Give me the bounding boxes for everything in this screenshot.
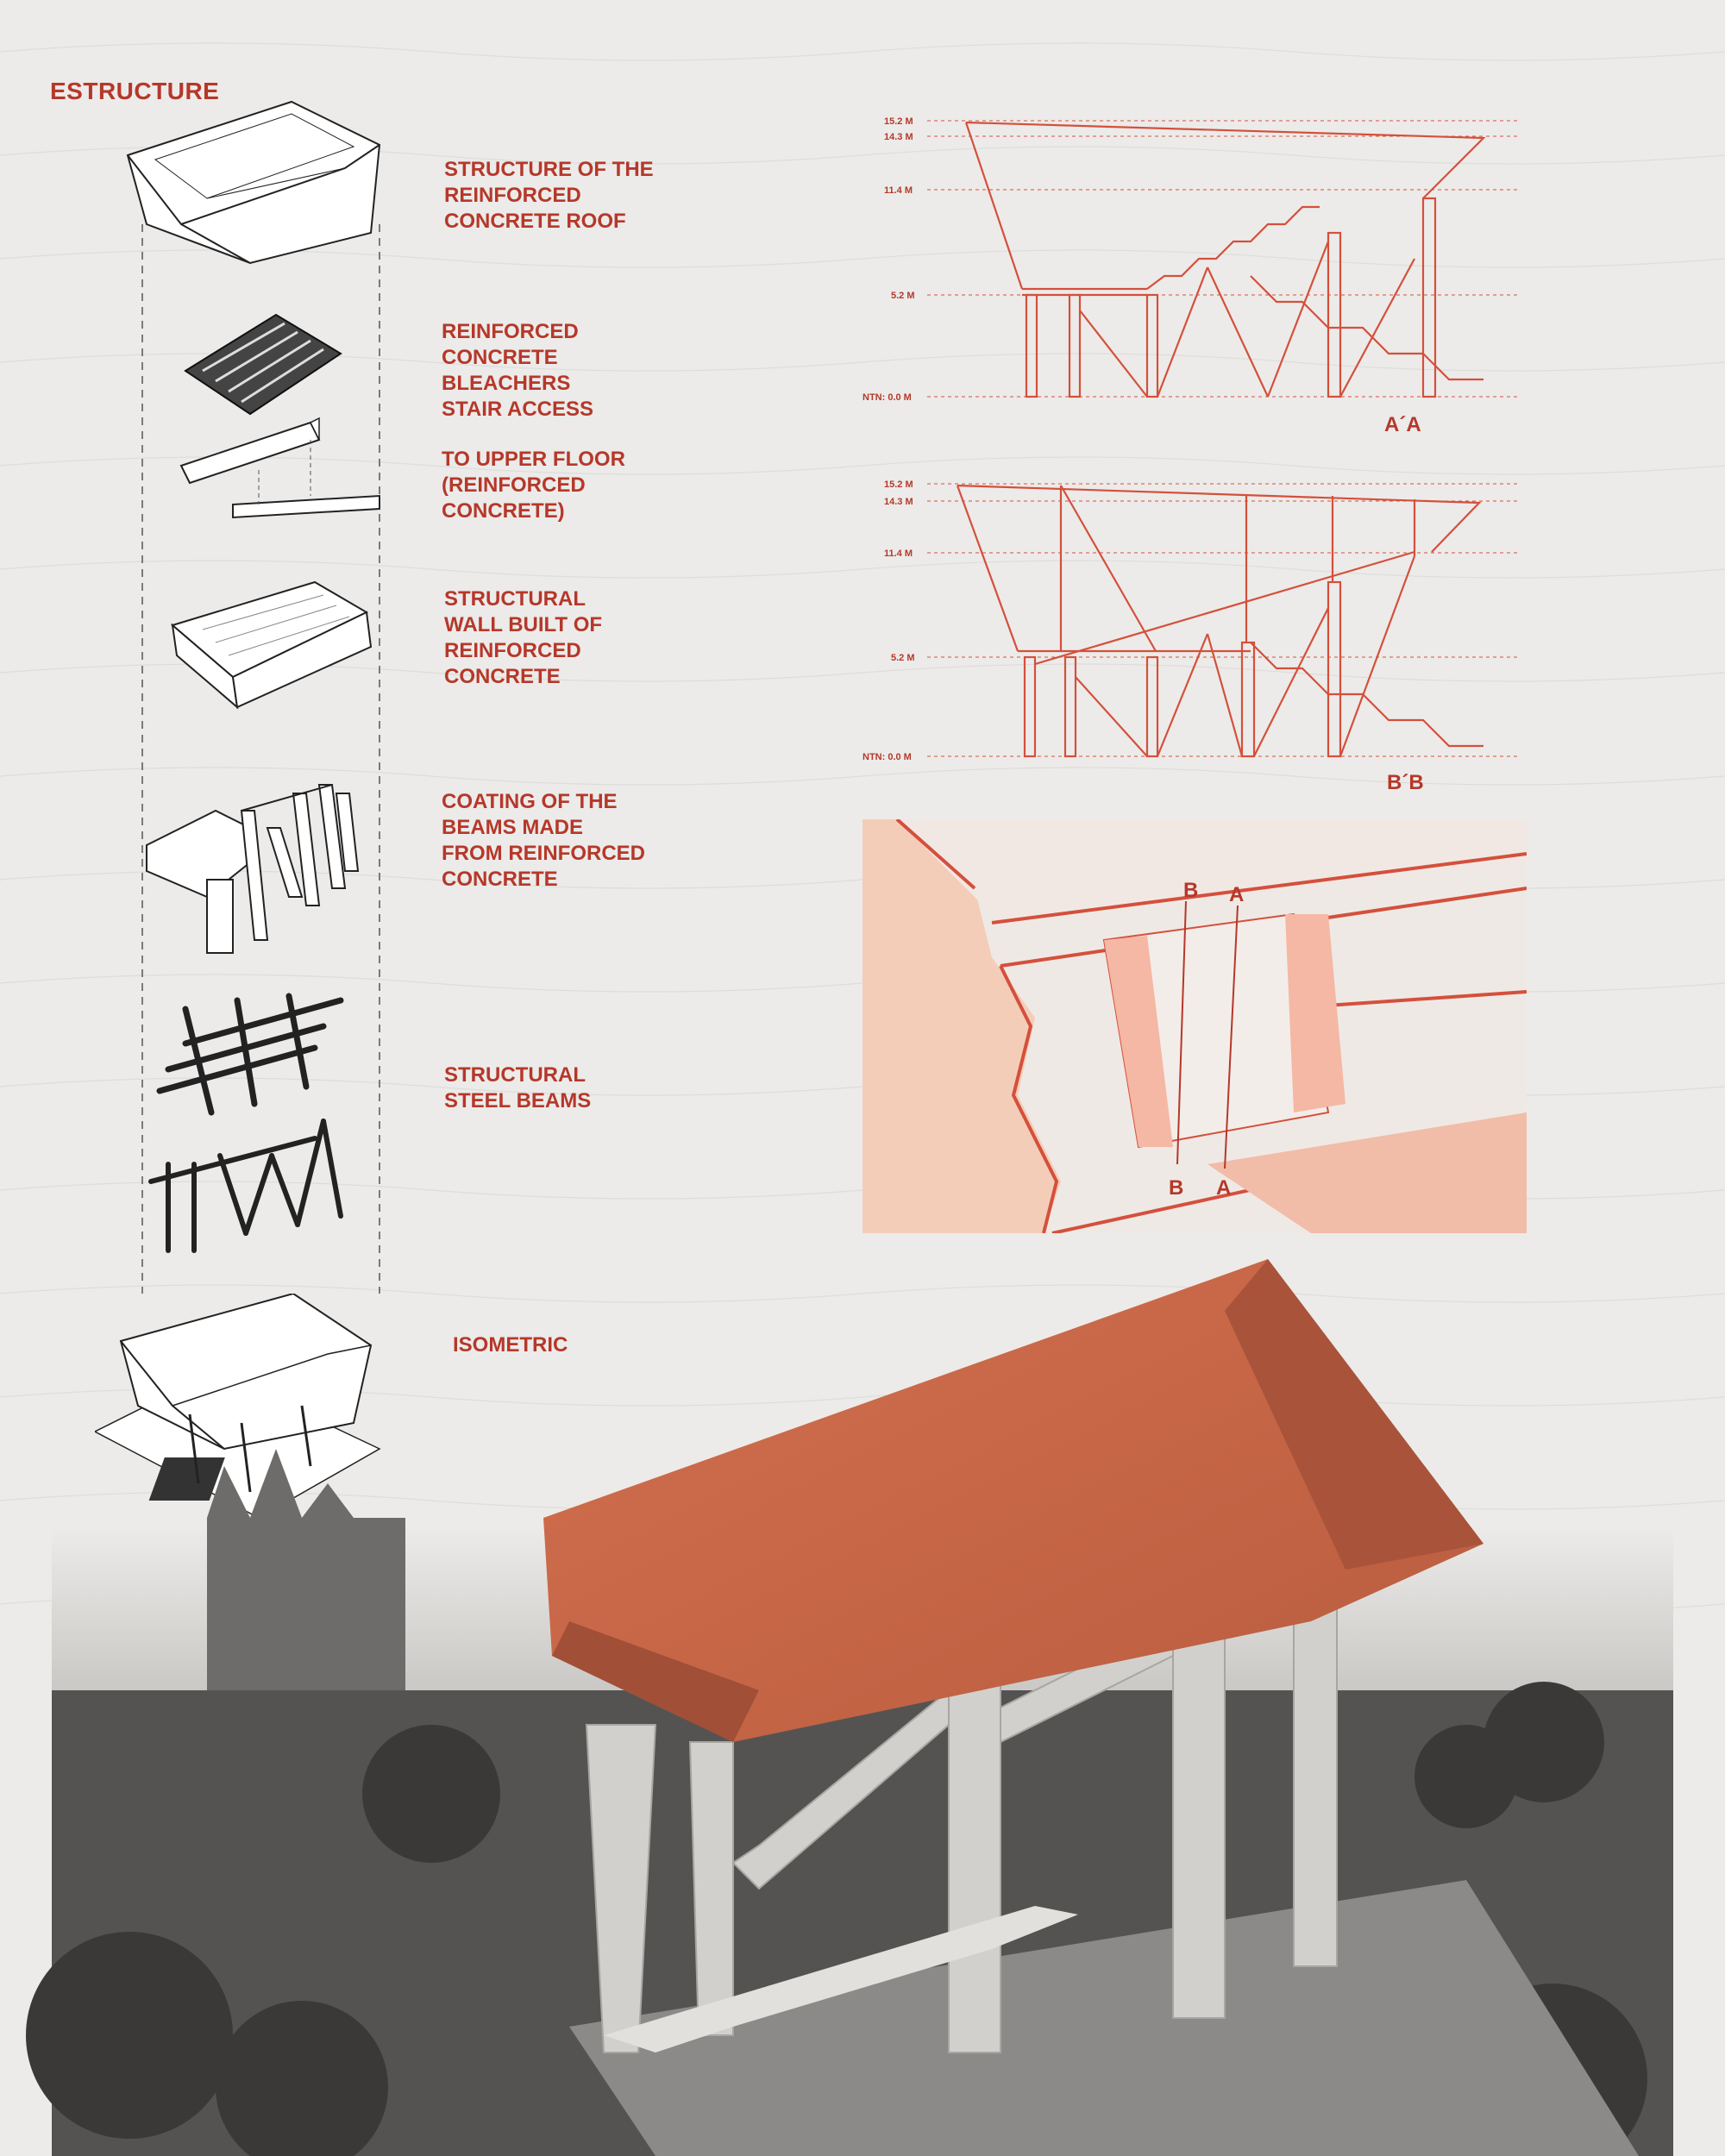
label-wall-line-4: CONCRETE	[444, 665, 561, 688]
perspective-render	[0, 1259, 1725, 2156]
section-aa-label: A´A	[1384, 413, 1421, 436]
steel-beams-diagram	[142, 992, 367, 1259]
label-bleachers-line-1: REINFORCED	[442, 320, 579, 343]
elev-15-2: 15.2 M	[884, 116, 913, 127]
label-wall-line-1: STRUCTURAL	[444, 587, 586, 611]
label-roof-line-2: REINFORCED	[444, 184, 581, 207]
label-coating-line-3: FROM REINFORCED	[442, 842, 645, 865]
elev-0: NTN: 0.0 M	[862, 392, 912, 403]
elev-11-4-b: 11.4 M	[884, 548, 913, 559]
label-wall-line-3: REINFORCED	[444, 639, 581, 662]
plan-marker-b-bottom: B	[1169, 1176, 1184, 1200]
elev-15-2-b: 15.2 M	[884, 479, 913, 490]
section-bb-label: B´B	[1387, 771, 1424, 794]
label-bleachers	[442, 319, 593, 423]
elev-14-3-b: 14.3 M	[884, 497, 913, 507]
label-stair-line-2: (REINFORCED	[442, 473, 586, 497]
label-steel-line-2: STEEL BEAMS	[444, 1089, 592, 1112]
elevation-labels-bb	[862, 479, 915, 762]
label-coating-line-1: COATING OF THE	[442, 790, 618, 813]
coated-beams-diagram	[138, 776, 371, 966]
wall-diagram	[168, 578, 375, 716]
label-coating-line-2: BEAMS MADE	[442, 816, 584, 839]
elev-5-2-b: 5.2 M	[891, 653, 915, 663]
site-plan	[862, 819, 1527, 1233]
label-bleachers-line-3: BLEACHERS	[442, 372, 571, 395]
stair-diagram	[172, 414, 388, 535]
plan-marker-a-bottom: A	[1216, 1176, 1232, 1200]
section-bb	[862, 470, 1535, 806]
label-steel-line-1: STRUCTURAL	[444, 1063, 586, 1087]
roof-diagram	[121, 95, 397, 267]
label-stair-line-3: CONCRETE)	[442, 499, 565, 523]
label-wall-line-2: WALL BUILT OF	[444, 613, 603, 636]
label-stair	[442, 447, 625, 524]
elev-14-3: 14.3 M	[884, 132, 913, 142]
label-steel	[444, 1062, 591, 1114]
elev-5-2: 5.2 M	[891, 291, 915, 301]
section-aa	[862, 103, 1535, 448]
label-wall	[444, 586, 602, 690]
label-bleachers-line-4: STAIR ACCESS	[442, 398, 594, 421]
label-bleachers-line-2: CONCRETE	[442, 346, 558, 369]
plan-marker-a-top: A	[1229, 883, 1245, 906]
label-stair-line-1: TO UPPER FLOOR	[442, 448, 625, 471]
elevation-labels-aa	[862, 116, 915, 403]
plan-marker-b-top: B	[1183, 879, 1199, 902]
bleachers-diagram	[181, 310, 345, 423]
label-coating-line-4: CONCRETE	[442, 868, 558, 891]
elev-0-b: NTN: 0.0 M	[862, 752, 912, 762]
label-roof-line-3: CONCRETE ROOF	[444, 210, 626, 233]
label-roof	[444, 157, 654, 235]
elev-11-4: 11.4 M	[884, 185, 913, 196]
label-roof-line-1: STRUCTURE OF THE	[444, 158, 654, 181]
label-coating	[442, 789, 645, 893]
page-title: ESTRUCTURE	[50, 78, 220, 104]
label-isometric-line-1: ISOMETRIC	[453, 1333, 568, 1357]
